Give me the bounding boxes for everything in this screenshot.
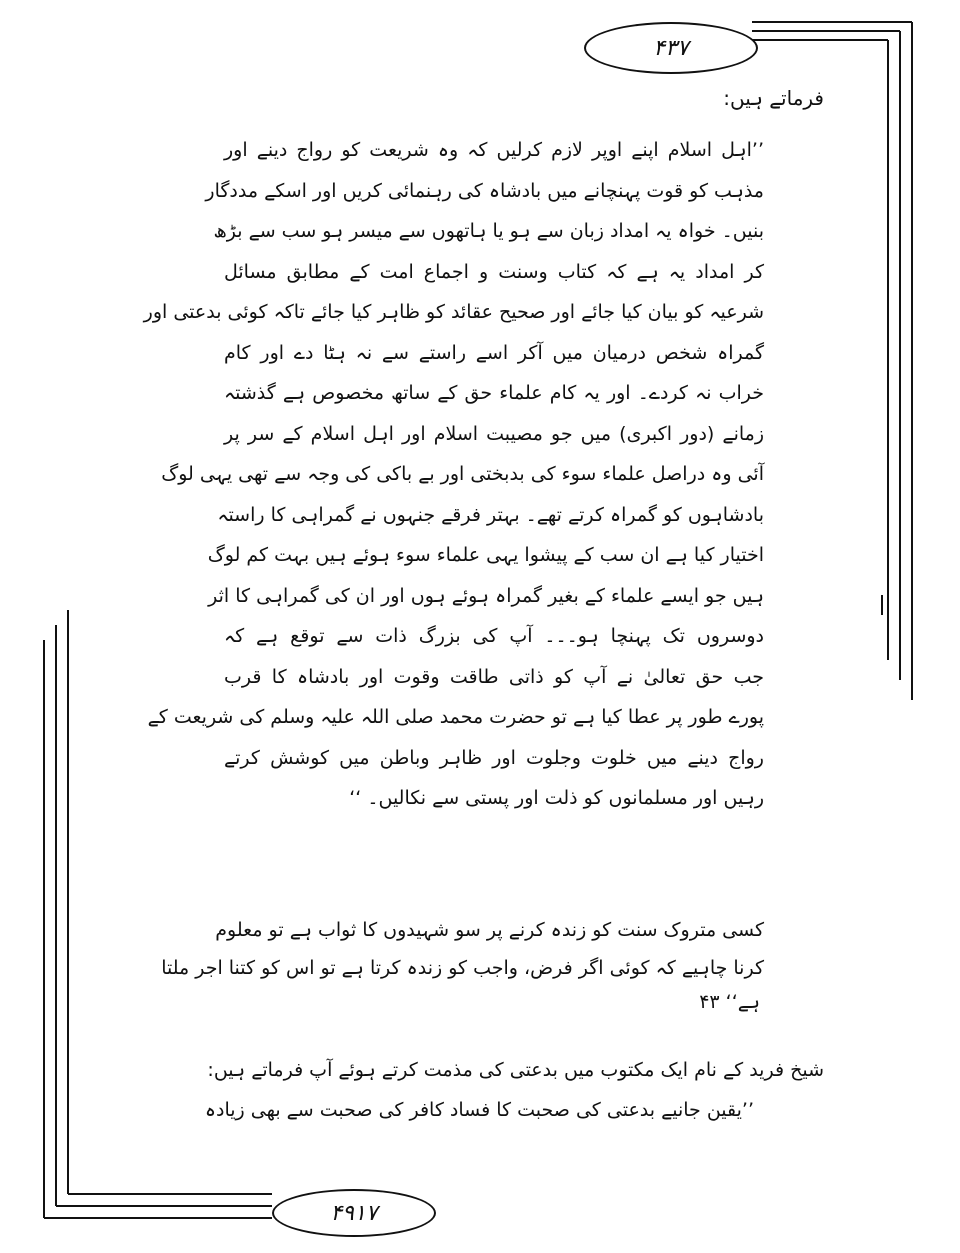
text-line: جب حق تعالیٰ نے آپ کو ذاتی طاقت وقوت اور بادشاہ کا قرب — [224, 665, 764, 688]
text-line: کر امداد یہ ہے کہ کتاب وسنت و اجماع امت کے مطابق مسائل — [224, 260, 764, 283]
text-line: رہیں اور مسلمانوں کو ذلت اور پستی سے نکالیں۔ ‘‘ — [349, 787, 764, 809]
text-line: رواج دینے میں خلوت وجلوت اور ظاہر وباطن میں کوشش کرتے — [224, 746, 764, 769]
page-number-bottom — [272, 1189, 436, 1237]
text-line: آئی وہ دراصل علماء سوء کی بدبختی اور بے باکی کی وجہ سے تھی یہی لوگ — [161, 463, 764, 485]
text-line: ہیں جو ایسے علماء کے بغیر گمراہ ہوئے ہوں اور ان کی گمراہی کا اثر — [208, 584, 764, 607]
text-line: خراب نہ کردے۔ اور یہ کام علماء حق کے ساتھ مخصوص ہے گذشتہ — [224, 382, 764, 404]
intro-heading — [723, 86, 824, 110]
text-line: مذہب کو قوت پہنچانے میں بادشاہ کی رہنمائی کریں اور اسکے مددگار — [205, 179, 764, 202]
letter-paragraph — [204, 1050, 824, 1130]
quote-paragraph — [143, 130, 764, 819]
page-number-bottom-text: ۴۹۱۷ — [330, 1200, 378, 1226]
text-line: کسی متروک سنت کو زندہ کرنے پر سو شہیدوں کا ثواب ہے تو معلوم — [215, 919, 764, 941]
text-line: شرعیہ کو بیان کیا جائے اور صحیح عقائد کو ظاہر کیا جائے تاکہ کوئی بدعتی اور — [143, 301, 764, 323]
sunnah-paragraph — [161, 911, 764, 1017]
text-line: ہے‘‘ ۴۳ — [699, 991, 760, 1013]
text-line: زمانے (دور اکبری) میں جو مصیبت اسلام اور اہل اسلام کے سر پر — [224, 422, 764, 445]
text-line: گمراہ شخص درمیان میں آکر اسے راستے سے نہ ہٹا دے اور کام — [224, 341, 764, 364]
text-line: شیخ فرید کے نام ایک مکتوب میں بدعتی کی مذمت کرتے ہوئے آپ فرماتے ہیں: — [207, 1059, 824, 1081]
text-line: پورے طور پر عطا کیا ہے تو حضرت محمد صلی اللہ علیہ وسلم کی شریعت کے — [147, 706, 764, 728]
intro-text: فرماتے ہیں: — [723, 86, 824, 110]
text-line: دوسروں تک پہنچا ہو۔۔۔ آپ کی بزرگ ذات سے توقع ہے کہ — [224, 625, 764, 647]
text-line: بنیں۔ خواہ یہ امداد زبان سے ہو یا ہاتھوں سے میسر ہو سب سے بڑھ — [213, 220, 764, 242]
text-line: ’’اہل اسلام اپنے اوپر لازم کرلیں کہ وہ شریعت کو رواج دینے اور — [224, 139, 764, 161]
page-number-top-text: ۴۳۷ — [653, 35, 689, 61]
text-line: بادشاہوں کو گمراہ کرتے تھے۔ بہتر فرقے جنہوں نے گمراہی کا راستہ — [217, 503, 764, 526]
text-line: ’’یقین جانیے بدعتی کی صحبت کا فساد کافر کی صحبت سے بھی زیادہ — [204, 1099, 754, 1121]
text-line: کرنا چاہیے کہ کوئی اگر فرض، واجب کو زندہ کرتا ہے تو اس کو کتنا اجر ملتا — [161, 957, 764, 979]
text-line: اختیار کیا ہے ان سب کے پیشوا یہی علماء سوء ہوئے ہیں بہت کم لوگ — [207, 544, 764, 566]
page-number-top — [584, 22, 758, 74]
